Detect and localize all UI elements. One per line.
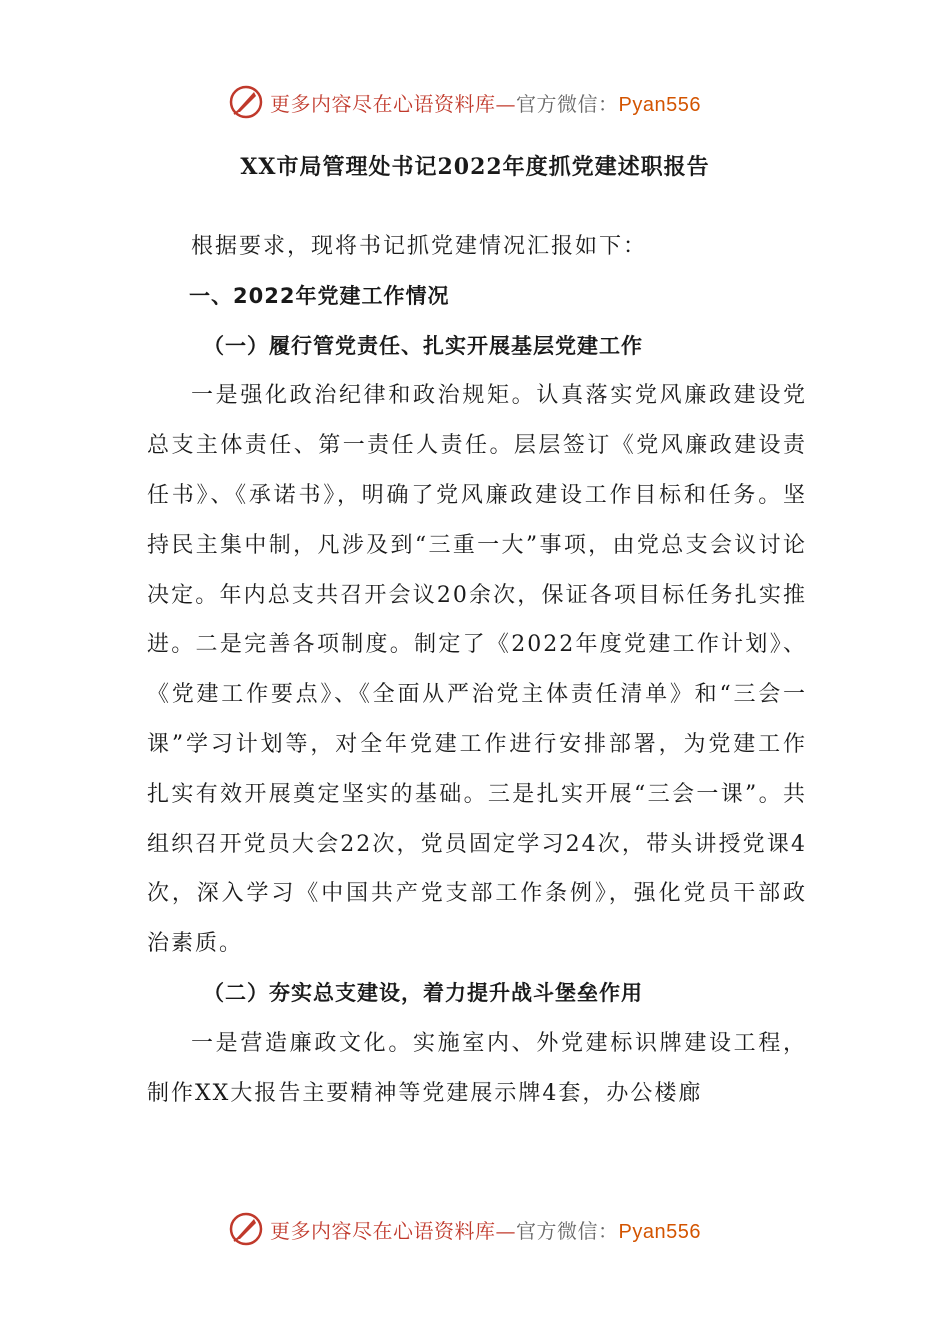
banner-text — [270, 1215, 701, 1244]
section-heading-1: 一、2022年党建工作情况 — [189, 283, 450, 308]
banner-text — [270, 88, 701, 117]
subsection-heading-2: （二）夯实总支建设，着力提升战斗堡垒作用 — [203, 980, 643, 1005]
intro-paragraph: 根据要求，现将书记抓党建情况汇报如下： — [191, 234, 648, 259]
banner-wechat-id: Pyan556 — [618, 1220, 701, 1243]
banner-dash: — — [495, 91, 516, 116]
document-title: XX市局管理处书记2022年度抓党建述职报告 — [240, 154, 710, 180]
banner-wechat-label: 官方微信： — [516, 91, 619, 116]
body-paragraph-2: 一是营造廉政文化。实施室内、外党建标识牌建设工程，制作XX大报告主要精神等党建展示牌4套，办公楼廊 — [147, 1030, 807, 1106]
banner-brand: 更多内容尽在心语资料库 — [270, 1218, 496, 1243]
document-body — [147, 222, 807, 1118]
header-watermark-banner — [228, 82, 748, 122]
banner-dash: — — [495, 1218, 516, 1243]
banner-wechat-label: 官方微信： — [516, 1218, 619, 1243]
subsection-heading-1: （一）履行管党责任、扎实开展基层党建工作 — [203, 333, 643, 358]
banner-wechat-id: Pyan556 — [618, 93, 701, 116]
footer-watermark-banner — [228, 1209, 748, 1249]
banner-brand: 更多内容尽在心语资料库 — [270, 91, 496, 116]
quill-logo-icon — [228, 1211, 264, 1247]
quill-logo-icon — [228, 84, 264, 120]
body-paragraph-1: 一是强化政治纪律和政治规矩。认真落实党风廉政建设党总支主体责任、第一责任人责任。层层签订《党风廉政建设责任书》、《承诺书》，明确了党风廉政建设工作目标和任务。坚持民主集中制，凡涉及到“三重一大”事项，由党总支会议讨论决定。年内总支共召开会议20余次，保证各项目标任务扎实推进。二是完善各项制度。制定了《2022年度党建工作计划》、《党建工作要点》、《全面从严治党主体责任清单》和“三会一课”学习计划等，对全年党建工作进行安排部署，为党建工作扎实有效开展奠定坚实的基础。三是扎实开展“三会一课”。共组织召开党员大会22次，党员固定学习24次，带头讲授党课4次，深入学习《中国共产党支部工作条例》，强化党员干部政治素质。 — [147, 383, 807, 957]
